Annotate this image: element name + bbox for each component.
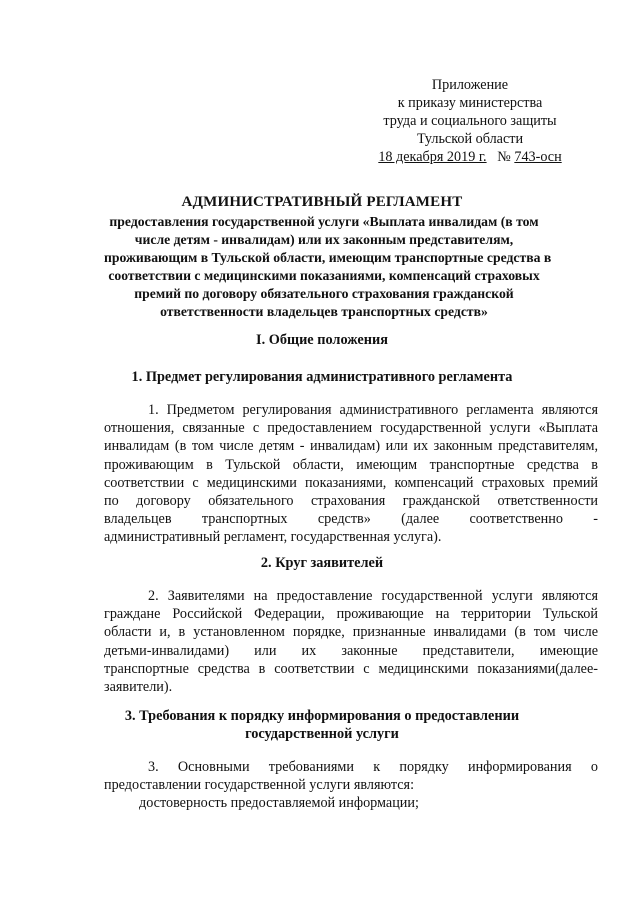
appendix-line-4: Тульской области <box>416 131 524 147</box>
paragraph-line: соответствии с медицинскими показаниями, компенсаций страховых премий <box>104 474 598 491</box>
subtitle-line: проживающим в Тульской области, имеющим транспортные средства в <box>104 250 552 266</box>
paragraph-line: 1. Предметом регулирования административного регламента являются <box>148 402 598 418</box>
paragraph-line: 3. Основными требованиями к порядку информирования о <box>148 759 598 775</box>
document-title: АДМИНИСТРАТИВНЫЙ РЕГЛАМЕНТ <box>181 194 463 210</box>
paragraph-line: 2. Заявителями на предоставление государственной услуги являются <box>148 588 598 604</box>
appendix-block <box>360 76 580 166</box>
subtitle-line: предоставления государственной услуги «Выплата инвалидам (в том <box>109 214 539 229</box>
subsection-3-heading <box>80 707 564 743</box>
subtitle-line: числе детям - инвалидам) или их законным представителям, <box>134 232 514 248</box>
section-1-heading: I. Общие положения <box>256 332 388 348</box>
subsection-1-heading: 1. Предмет регулирования административного регламента <box>131 369 513 385</box>
paragraph-3 <box>104 758 598 813</box>
document-subtitle <box>104 213 552 322</box>
paragraph-line: проживающим в Тульской области, имеющим транспортные средства в <box>104 456 598 473</box>
paragraph-line: предоставлении государственной услуги являются: <box>104 777 415 794</box>
paragraph-line: отношения, связанные с предоставлением государственной услуги «Выплата <box>104 420 598 437</box>
paragraph-2 <box>104 587 598 696</box>
paragraph-line: достоверность предоставляемой информации; <box>139 795 419 812</box>
appendix-line-3: труда и социального защиты <box>383 113 557 129</box>
appendix-date: 18 декабря 2019 г. <box>378 149 487 165</box>
subsection-2-heading: 2. Круг заявителей <box>260 555 384 571</box>
paragraph-line: транспортные средства в соответствии с медицинскими показаниями(далее- <box>104 660 598 677</box>
paragraph-line: заявители). <box>104 679 173 696</box>
paragraph-line: по договору обязательного страхования гражданской ответственности <box>104 493 598 510</box>
subsection-3-heading-line: 3. Требования к порядку информирования о предоставлении <box>124 708 520 724</box>
appendix-number: 743-осн <box>514 149 562 165</box>
appendix-date-number-line <box>360 148 580 166</box>
subsection-3-heading-line: государственной услуги <box>245 726 399 742</box>
appendix-line-1: Приложение <box>431 77 509 93</box>
paragraph-line: детьми-инвалидами) или их законные представители, имеющие <box>104 642 598 659</box>
subtitle-line: ответственности владельцев транспортных средств» <box>160 304 488 320</box>
paragraph-1 <box>104 401 598 547</box>
paragraph-line: области и, в установленном порядке, признанные инвалидами (в том числе <box>104 624 598 641</box>
paragraph-line: граждане Российской Федерации, проживающие на территории Тульской <box>104 606 598 623</box>
subtitle-line: соответствии с медицинскими показаниями, компенсаций страховых <box>108 268 540 284</box>
appendix-line-2: к приказу министерства <box>397 95 543 111</box>
paragraph-line: инвалидам (в том числе детям - инвалидам) или их законным представителям, <box>104 438 598 455</box>
appendix-number-prefix: № <box>497 149 511 165</box>
subtitle-line: премий по договору обязательного страхования гражданской <box>134 286 514 302</box>
paragraph-line: владельцев транспортных средств» (далее соответственно - <box>104 511 598 528</box>
paragraph-line: административный регламент, государственная услуга). <box>104 529 442 546</box>
